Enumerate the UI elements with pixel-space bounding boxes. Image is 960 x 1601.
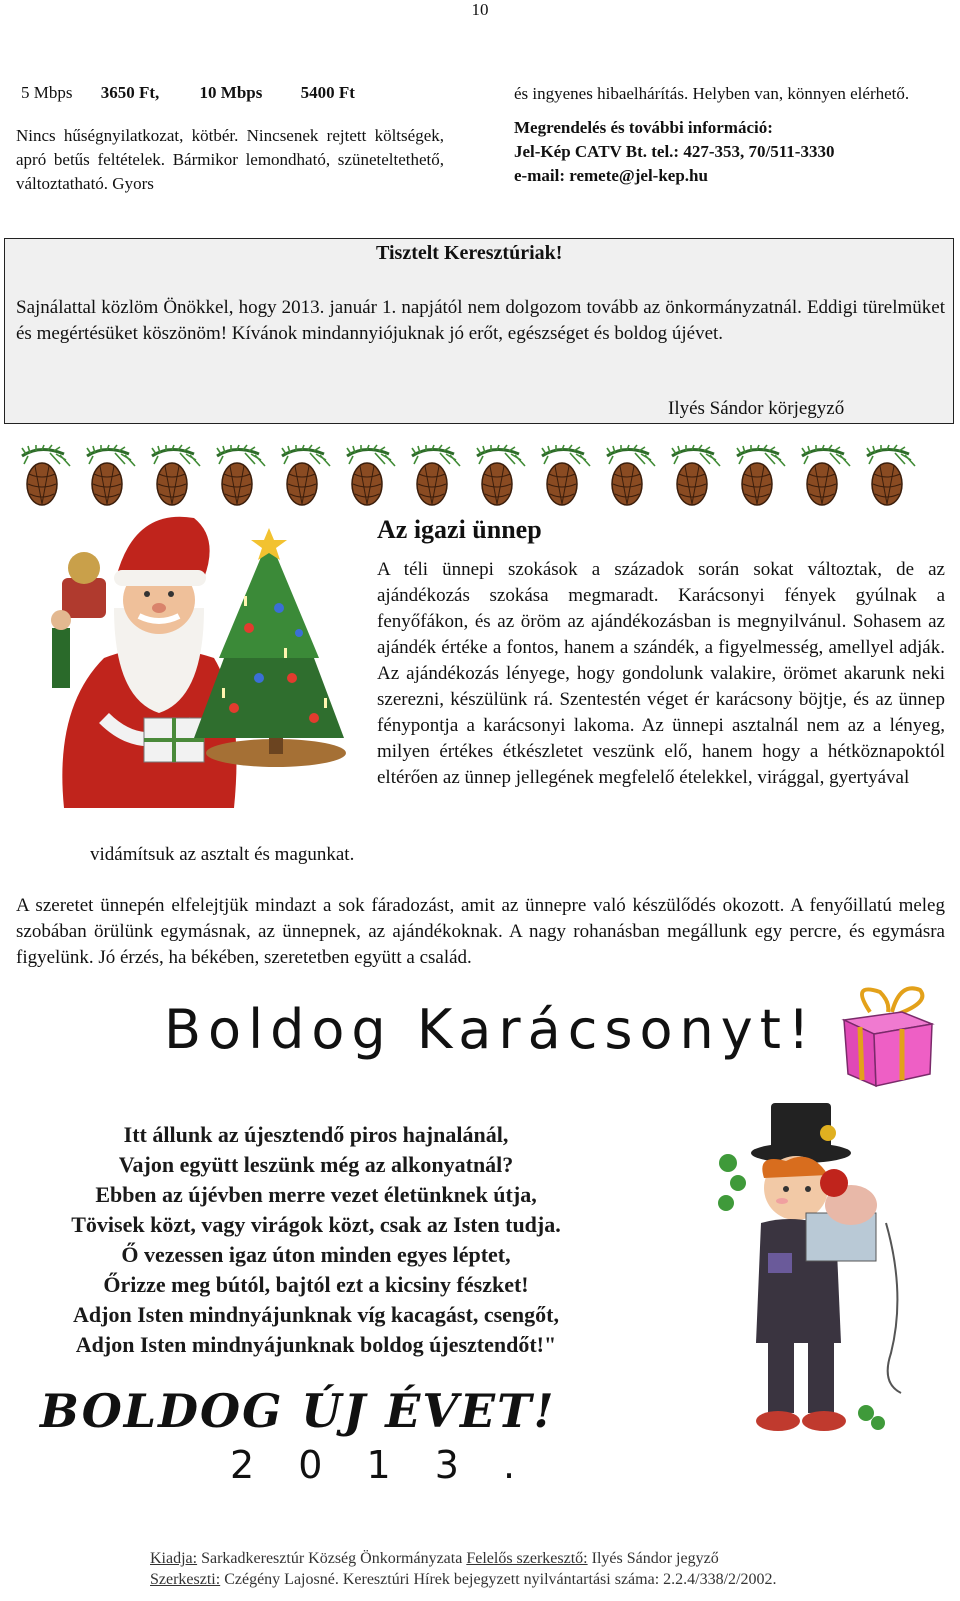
- new-year-greeting: BOLDOG ÚJ ÉVET!: [40, 1384, 556, 1438]
- editor-label: Szerkeszti:: [150, 1571, 221, 1588]
- offer-right-column: [514, 82, 944, 188]
- pine-cone-icon: [802, 445, 850, 505]
- article-title: Az igazi ünnep: [377, 515, 542, 544]
- pine-cone-garland: [20, 440, 955, 508]
- poem-line: Adjon Isten mindnyájunknak víg kacagást, csengőt,: [73, 1302, 559, 1327]
- order-email[interactable]: e-mail: remete@jel-kep.hu: [514, 166, 708, 185]
- pine-cone-icon: [347, 445, 395, 505]
- order-company: Jel-Kép CATV Bt. tel.: 427-353, 70/511-3330: [514, 142, 835, 161]
- pine-cone-icon: [867, 445, 915, 505]
- price-2: 5400 Ft: [300, 83, 355, 102]
- imprint-line-2: [150, 1569, 850, 1590]
- new-year-poem: [16, 1120, 616, 1360]
- pine-cone-icon: [607, 445, 655, 505]
- poem-line: Őrizze meg bútól, bajtól ezt a kicsiny fészket!: [103, 1272, 529, 1297]
- speed-1: 5 Mbps: [21, 83, 73, 102]
- price-1: 3650 Ft,: [100, 83, 160, 102]
- imprint: [150, 1548, 850, 1590]
- santa-with-tree-illustration: [44, 508, 379, 814]
- pine-cone-icon: [737, 445, 785, 505]
- gift-icon: [840, 982, 938, 1090]
- publisher: Sarkadkeresztúr Község Önkormányzata: [201, 1550, 463, 1567]
- price-line: [21, 83, 355, 103]
- pine-cone-icon: [477, 445, 525, 505]
- pine-cone-icon: [672, 445, 720, 505]
- poem-line: Ő vezessen igaz úton minden egyes léptet,: [121, 1242, 511, 1267]
- offer-right-text: és ingyenes hibaelhárítás. Helyben van, könnyen elérhető.: [514, 84, 910, 103]
- year-label: 2 0 1 3 .: [230, 1443, 532, 1487]
- imprint-line-1: [150, 1548, 850, 1569]
- pine-cone-icon: [87, 445, 135, 505]
- speed-2: 10 Mbps: [199, 83, 263, 102]
- article-body: A téli ünnepi szokások a századok során sokat változtak, de az ajándékozás szokása megmaradt. Karácsonyi fények gyúlnak a fenyőfákon, és az öröm az ajándékozásban is megnyilvánul. Sohasem az ajándék értéke a fontos, hanem a szándék, a figyelmesség, amellyel adják. Az ajándékozás lényege, hogy gondolunk valakire, örömet akarunk neki szerezni, készülünk rá. Szentestén véget ér karácsony böjtje, és az ünnep fénypontja a karácsonyi lakoma. Az ünnepi asztalnál nem az a lényeg, milyen értékes étkészletet veszünk elő, hanem hogy a hétköznapoktól eltérően az ünnep jellegének megfelelő ételekkel, virággal, gyertyával: [377, 559, 945, 788]
- pine-cone-icon: [22, 445, 70, 505]
- editor-in-chief-label: Felelős szerkesztő:: [466, 1550, 588, 1567]
- pine-cone-icon: [412, 445, 460, 505]
- notice-title: Tisztelt Keresztúriak!: [376, 242, 563, 264]
- christmas-greeting: Boldog Karácsonyt!: [164, 998, 817, 1061]
- notice-body: Sajnálattal közlöm Önökkel, hogy 2013. január 1. napjától nem dolgozom tovább az önkormányzatnál. Eddigi türelmüket és megértésüket köszönöm! Kívánok mindannyiójuknak jó erőt, egészséget és boldog újévet.: [16, 297, 945, 344]
- pine-cone-icon: [282, 445, 330, 505]
- order-info: [514, 116, 944, 188]
- notice-signature: Ilyés Sándor körjegyző: [668, 398, 845, 419]
- poem-line: Adjon Isten mindnyájunknak boldog újesztendőt!": [75, 1332, 557, 1357]
- poem-line: Vajon együtt leszünk még az alkonyatnál?: [118, 1152, 514, 1177]
- order-heading: Megrendelés és további információ:: [514, 118, 773, 137]
- editor-in-chief: Ilyés Sándor jegyző: [591, 1550, 719, 1567]
- editor: Czégény Lajosné. Keresztúri Hírek bejegyzett nyilvántartási száma: 2.2.4/338/2/2002.: [224, 1571, 777, 1588]
- chimney-sweep-illustration: [716, 1093, 926, 1438]
- page-number: 10: [471, 0, 489, 19]
- article-tail: vidámítsuk az asztalt és magunkat.: [90, 844, 355, 865]
- article-paragraph-2: A szeretet ünnepén elfelejtjük mindazt a sok fáradozást, amit az ünnepre való készülődés okozott. A fenyőillatú meleg szobában örülünk egymásnak, az ünnepnek, az ajándékoknak. A nagy rohanásban megállunk egy percre, és egymásra figyelünk. Jó érzés, ha békében, szeretetben együtt a család.: [16, 895, 945, 968]
- pine-cone-icon: [542, 445, 590, 505]
- pine-cone-icon: [217, 445, 265, 505]
- offer-left-text: Nincs hűségnyilatkozat, kötbér. Nincsenek rejtett költségek, apró betűs feltételek. Bármikor lemondható, szüneteltethető, változtatható. Gyors: [16, 126, 444, 193]
- publisher-label: Kiadja:: [150, 1550, 198, 1567]
- poem-line: Ebben az újévben merre vezet életünknek útja,: [95, 1182, 537, 1207]
- pine-cone-icon: [152, 445, 200, 505]
- poem-line: Tövisek közt, vagy virágok közt, csak az Isten tudja.: [71, 1212, 561, 1237]
- poem-line: Itt állunk az újesztendő piros hajnalánál,: [123, 1122, 509, 1147]
